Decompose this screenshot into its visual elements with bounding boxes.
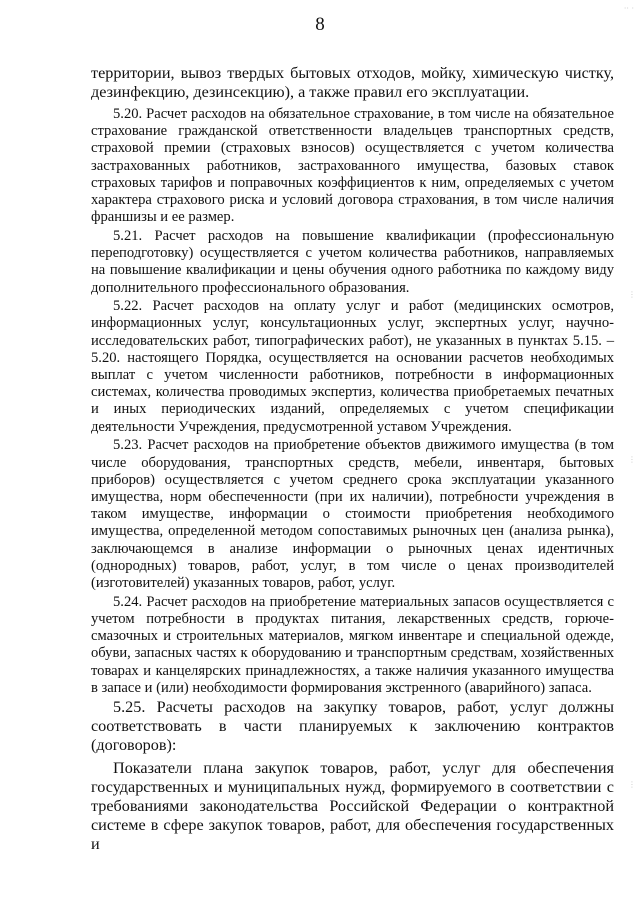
scan-artifact-mark: ·· · — [623, 4, 634, 13]
page-number: 8 — [315, 14, 325, 35]
paragraph-5-25: 5.25. Расчеты расходов на закупку товаров, работ, услуг должны соответствовать в части планируемых к заключению контрактов (договоров): — [91, 698, 614, 755]
paragraph-5-23: 5.23. Расчет расходов на приобретение объектов движимого имущества (в том числе оборудования, транспортных средств, мебели, инвентаря, бытовых приборов) осуществляется с учетом среднего срока эксплуатации указанного имущества, норм обеспеченности (при их наличии), потребности учреждения в таком имуществе, информации о стоимости приобретения необходимого имущества, определенной методом сопоставимых рыночных цен (анализа рынка), заключающемся в анализе информации о рыночных ценах идентичных (однородных) товаров, работ, услуг, в том числе о ценах производителей (изготовителей) указанных товаров, работ, услуг. — [91, 437, 614, 591]
paragraph-5-24: 5.24. Расчет расходов на приобретение материальных запасов осуществляется с учетом потребности в продуктах питания, лекарственных средств, горюче-смазочных и строительных материалов, мягком инвентаре и специальной одежде, обуви, запасных частях к оборудованию и транспортным средствам, хозяйственных товарах и канцелярских принадлежностях, а также наличия указанного имущества в запасе и (или) необходимости формирования экстренного (аварийного) запаса. — [91, 593, 614, 696]
paragraph-5-20: 5.20. Расчет расходов на обязательное страхование, в том числе на обязательное страхование гражданской ответственности владельцев транспортных средств, страховой премии (страховых взносов) осуществляется с учетом количества застрахованных работников, застрахованного имущества, базовых ставок страховых тарифов и поправочных коэффициентов к ним, определяемых с учетом характера страхового риска и условий договора страхования, в том числе наличия франшизы и ее размер. — [91, 106, 614, 226]
scan-artifact-mark: ⋮ — [628, 780, 636, 789]
paragraph-continuation: территории, вывоз твердых бытовых отходов, мойку, химическую чистку, дезинфекцию, дезинсекцию), а также правил его эксплуатации. — [91, 64, 614, 101]
document-text — [91, 64, 614, 858]
scan-artifact-mark: ⋮ — [628, 455, 636, 464]
paragraph-5-21: 5.21. Расчет расходов на повышение квалификации (профессиональную переподготовку) осуществляется с учетом количества работников, направляемых на повышение квалификации и цены обучения одного работника по каждому виду дополнительного профессионального образования. — [91, 227, 614, 296]
paragraph-indicators: Показатели плана закупок товаров, работ, услуг для обеспечения государственных и муниципальных нужд, формируемого в соответствии с требованиями законодательства Российской Федерации о контрактной системе в сфере закупок товаров, работ, для обеспечения государственных и — [91, 759, 614, 854]
paragraph-5-22: 5.22. Расчет расходов на оплату услуг и работ (медицинских осмотров, информационных услуг, консультационных услуг, экспертных услуг, научно-исследовательских работ, типографических работ), не указанных в пунктах 5.15. – 5.20. настоящего Порядка, осуществляется на основании расчетов необходимых выплат с учетом численности работников, потребности в информационных системах, количества проводимых экспертиз, количества приобретаемых печатных и иных периодических изданий, определяемых с учетом спецификации деятельности Учреждения, предусмотренной уставом Учреждения. — [91, 298, 614, 435]
scan-artifact-mark: ⋮ — [628, 290, 636, 299]
